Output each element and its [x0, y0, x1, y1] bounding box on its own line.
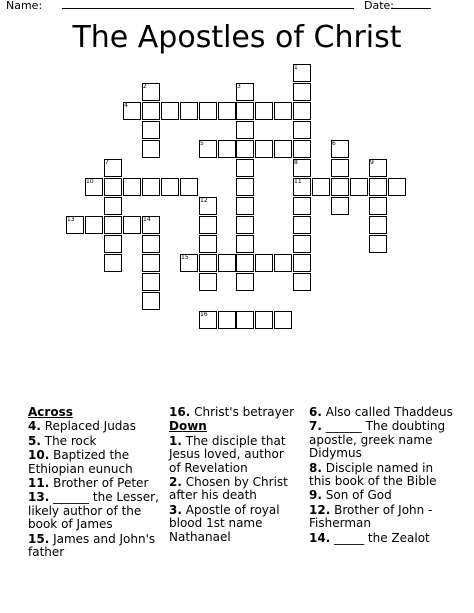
clue-across-10 — [28, 449, 163, 476]
grid-cell[interactable] — [199, 235, 217, 253]
cell-number: 8 — [294, 159, 298, 166]
clue-down-2 — [169, 476, 299, 503]
clue-down-8 — [309, 462, 455, 489]
clue-number: 11. — [28, 476, 50, 491]
clue-number: 15. — [28, 531, 50, 546]
clue-across-13 — [28, 491, 163, 531]
clue-text: ______ The doubting apostle, greek name Didymus — [309, 419, 446, 461]
clue-down-12 — [309, 504, 455, 531]
cell-number: 1 — [294, 64, 298, 71]
grid-cell[interactable] — [274, 102, 292, 120]
grid-cell[interactable] — [293, 83, 311, 101]
cell-number: 10 — [86, 178, 94, 185]
grid-cell[interactable] — [104, 197, 122, 215]
clue-down-9 — [309, 489, 455, 502]
grid-cell[interactable] — [274, 254, 292, 272]
clue-across-15 — [28, 533, 163, 560]
clue-number: 2. — [169, 475, 182, 490]
grid-cell[interactable] — [142, 121, 160, 139]
grid-cell[interactable] — [255, 140, 273, 158]
grid-cell[interactable] — [142, 292, 160, 310]
grid-cell[interactable] — [142, 178, 160, 196]
cell-number: 9 — [370, 159, 374, 166]
page-title: The Apostles of Christ — [72, 20, 402, 55]
clue-text: Replaced Judas — [44, 419, 137, 434]
clue-number: 14. — [309, 530, 331, 545]
clue-number: 4. — [28, 419, 41, 434]
grid-cell[interactable] — [350, 178, 368, 196]
clue-number: 1. — [169, 433, 182, 448]
cell-number: 13 — [67, 216, 75, 223]
grid-cell[interactable] — [369, 178, 387, 196]
clue-number: 8. — [309, 460, 322, 475]
grid-cell[interactable] — [104, 254, 122, 272]
clues-column-3 — [309, 406, 455, 546]
clue-across-4 — [28, 420, 163, 433]
clue-text: Also called Thaddeus — [325, 405, 453, 419]
grid-cell[interactable] — [85, 216, 103, 234]
grid-cell[interactable] — [293, 102, 311, 120]
grid-cell[interactable] — [123, 178, 141, 196]
cell-number: 2 — [143, 83, 147, 90]
cell-number: 11 — [294, 178, 302, 185]
grid-cell[interactable] — [142, 102, 160, 120]
grid-cell[interactable] — [369, 235, 387, 253]
grid-cell[interactable] — [236, 159, 254, 177]
grid-cell[interactable] — [123, 216, 141, 234]
grid-cell[interactable] — [218, 311, 236, 329]
grid-cell[interactable] — [218, 102, 236, 120]
cell-number: 7 — [105, 159, 109, 166]
grid-cell[interactable] — [293, 121, 311, 139]
clue-text: Brother of John - Fisherman — [309, 502, 433, 531]
clue-down-3 — [169, 504, 299, 544]
down-heading: Down — [169, 419, 207, 434]
clue-text: The rock — [44, 433, 97, 448]
clue-number: 12. — [309, 502, 331, 517]
clue-text: James and John's father — [28, 531, 156, 560]
grid-cell[interactable] — [236, 121, 254, 139]
cell-number: 4 — [124, 102, 128, 109]
grid-cell[interactable] — [236, 273, 254, 291]
grid-cell[interactable] — [236, 178, 254, 196]
cell-number: 6 — [332, 140, 336, 147]
clue-number: 10. — [28, 448, 50, 463]
clue-text: ______ the Lesser, likely author of the book of James — [28, 490, 159, 532]
grid-cell[interactable] — [180, 178, 198, 196]
grid-cell[interactable] — [293, 216, 311, 234]
grid-cell[interactable] — [369, 197, 387, 215]
name-label: Name: — [6, 0, 43, 12]
cell-number: 15 — [181, 254, 189, 261]
grid-cell[interactable] — [236, 254, 254, 272]
clue-down-1 — [169, 435, 299, 475]
grid-cell[interactable] — [104, 216, 122, 234]
grid-cell[interactable] — [369, 216, 387, 234]
grid-cell[interactable] — [331, 197, 349, 215]
cell-number: 16 — [200, 311, 208, 318]
grid-cell[interactable] — [104, 235, 122, 253]
grid-cell[interactable] — [236, 197, 254, 215]
clue-number: 13. — [28, 490, 50, 505]
clue-text: Brother of Peter — [53, 476, 149, 491]
grid-cell[interactable] — [161, 102, 179, 120]
clue-text: Disciple named in this book of the Bible — [309, 460, 437, 489]
grid-cell[interactable] — [199, 102, 217, 120]
grid-cell[interactable] — [255, 311, 273, 329]
grid-cell[interactable] — [236, 102, 254, 120]
clue-across-11 — [28, 477, 163, 490]
clue-number: 9. — [309, 488, 322, 503]
cell-number: 3 — [237, 83, 241, 90]
grid-cell[interactable] — [293, 235, 311, 253]
clue-text: The disciple that Jesus loved, author of Revelation — [169, 433, 286, 475]
grid-cell[interactable] — [199, 273, 217, 291]
grid-cell[interactable] — [236, 235, 254, 253]
grid-cell[interactable] — [293, 273, 311, 291]
clue-text: Apostle of royal blood 1st name Nathanael — [169, 502, 280, 544]
clues-column-1 — [28, 406, 163, 560]
clue-number: 7. — [309, 419, 322, 434]
grid-cell[interactable] — [312, 178, 330, 196]
cell-number: 5 — [200, 140, 204, 147]
grid-cell[interactable] — [255, 102, 273, 120]
grid-cell[interactable] — [236, 216, 254, 234]
grid-cell[interactable] — [255, 254, 273, 272]
clue-number: 16. — [169, 405, 191, 419]
date-label: Date: — [364, 0, 394, 12]
cell-number: 12 — [200, 197, 208, 204]
clue-text: Chosen by Christ after his death — [169, 475, 288, 503]
clue-down-7 — [309, 420, 455, 460]
grid-cell[interactable] — [331, 159, 349, 177]
grid-cell[interactable] — [274, 140, 292, 158]
grid-cell[interactable] — [293, 197, 311, 215]
clue-across-5 — [28, 435, 163, 448]
clue-number: 5. — [28, 433, 41, 448]
grid-cell[interactable] — [104, 178, 122, 196]
grid-cell[interactable] — [142, 273, 160, 291]
grid-cell[interactable] — [236, 311, 254, 329]
clue-down-6 — [309, 406, 455, 419]
grid-cell[interactable] — [293, 254, 311, 272]
clues-column-2 — [169, 406, 299, 545]
clue-text: _____ the Zealot — [334, 530, 430, 545]
grid-cell[interactable] — [331, 178, 349, 196]
grid-cell[interactable] — [161, 178, 179, 196]
clue-text: Son of God — [325, 488, 392, 503]
grid-cell[interactable] — [142, 254, 160, 272]
clue-text: Baptized the Ethiopian eunuch — [28, 448, 133, 476]
grid-cell[interactable] — [293, 140, 311, 158]
grid-cell[interactable] — [218, 254, 236, 272]
cell-number: 14 — [143, 216, 151, 223]
grid-cell[interactable] — [142, 235, 160, 253]
clue-text: Christ's betrayer — [194, 405, 295, 419]
grid-cell[interactable] — [218, 140, 236, 158]
clue-across-16 — [169, 406, 299, 419]
grid-cell[interactable] — [236, 140, 254, 158]
grid-cell[interactable] — [274, 311, 292, 329]
grid-cell[interactable] — [180, 102, 198, 120]
clue-number: 3. — [169, 502, 182, 517]
across-heading: Across — [28, 405, 73, 419]
grid-cell[interactable] — [199, 216, 217, 234]
grid-cell[interactable] — [142, 140, 160, 158]
grid-cell[interactable] — [199, 254, 217, 272]
clue-number: 6. — [309, 405, 322, 419]
clue-down-14 — [309, 532, 455, 545]
grid-cell[interactable] — [388, 178, 406, 196]
